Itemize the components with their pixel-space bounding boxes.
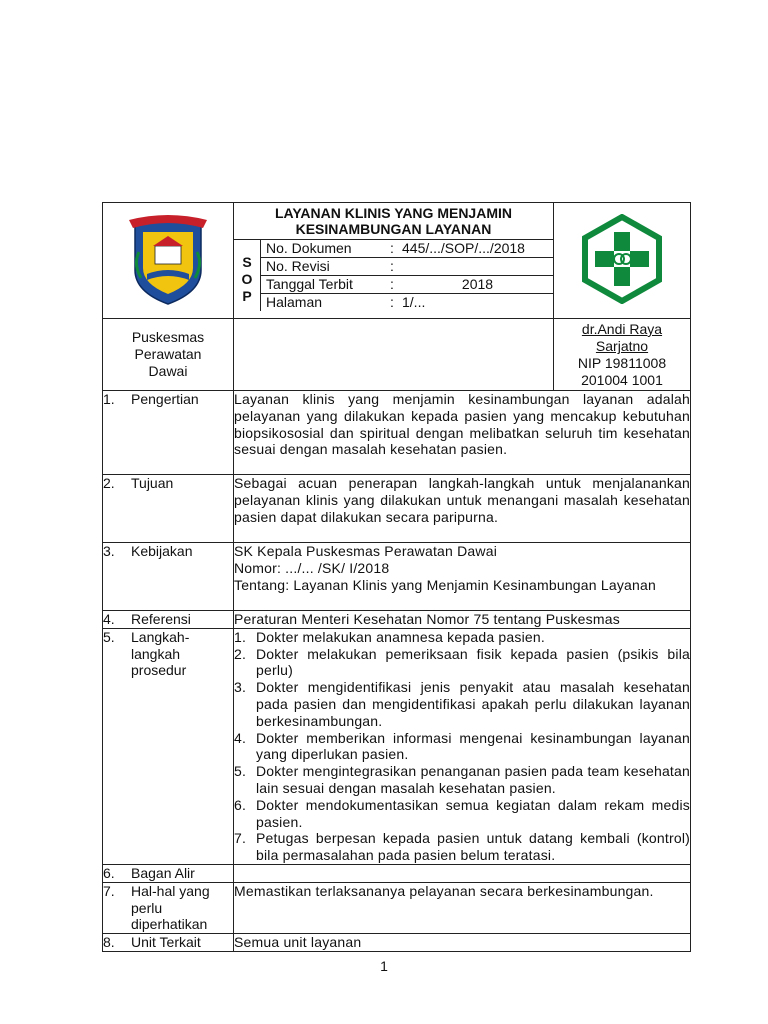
meta-no-revisi: No. Revisi : — [261, 258, 553, 276]
sop-table — [102, 202, 691, 952]
content-bagan-alir — [234, 864, 691, 882]
list-item: 1. Dokter melakukan anamnesa kepada pasien. — [234, 628, 545, 645]
list-item: 7. Petugas berpesan kepada pasien untuk datang kembali (kontrol) bila permasalahan pada pasien belum teratasi. — [234, 830, 690, 864]
org-name: Puskesmas Perawatan Dawai — [103, 319, 234, 391]
label-kebijakan: 3. Kebijakan — [103, 543, 234, 611]
signer-name-2: Sarjatno — [595, 338, 649, 354]
signer-name: dr.Andi Raya — [581, 321, 663, 337]
org-spacer — [234, 319, 554, 391]
list-item: 3. Dokter mengidentifikasi jenis penyakit atau masalah kesehatan pada pasien dan mengidentifikasi apakah perlu dilakukan layanan berkesinambungan. — [234, 679, 690, 729]
signer-nip: NIP 19811008 — [577, 355, 667, 371]
puskesmas-cross-logo-icon — [581, 214, 663, 304]
content-pengertian: Layanan klinis yang menjamin kesinambungan layanan adalah pelayanan yang dilakukan kepada pasien yang mencakup kebutuhan biopsikososial dan spiritual dengan melibatkan seluruh tim kesehatan sesuai dengan masalah kesehatan pasien. — [234, 391, 691, 475]
meta-tanggal-terbit: Tanggal Terbit : 2018 — [261, 276, 553, 294]
signer-nip-2: 201004 1001 — [581, 372, 663, 388]
list-item: 2. Dokter melakukan pemeriksaan fisik kepada pasien (psikis bila perlu) — [234, 645, 690, 679]
document-meta — [261, 240, 553, 311]
regional-emblem-icon — [125, 212, 211, 306]
signer-block — [554, 319, 691, 391]
label-tujuan: 2. Tujuan — [103, 475, 234, 543]
content-hal-hal: Memastikan terlaksananya pelayanan secara berkesinambungan. — [234, 882, 691, 933]
label-unit-terkait: 8. Unit Terkait — [103, 934, 234, 952]
list-item: 5. Dokter mengintegrasikan penanganan pasien pada team kesehatan lain sesuai dengan masalah kesehatan pasien. — [234, 763, 690, 796]
content-kebijakan: SK Kepala Puskesmas Perawatan Dawai Nomor: .../... /SK/ I/2018 Tentang: Layanan Klinis yang Menjamin Kesinambungan Layanan — [234, 543, 691, 611]
title-cell — [234, 203, 554, 319]
label-prosedur: 5. Langkah- langkah prosedur — [103, 628, 234, 864]
page-number: 1 — [380, 958, 388, 974]
content-tujuan: Sebagai acuan penerapan langkah-langkah untuk menjalanankan pelayanan klinis yang dilakukan untuk menangani masalah kesehatan pasien dapat dilakukan secara paripurna. — [234, 475, 691, 543]
meta-no-dokumen: No. Dokumen : 445/.../SOP/.../2018 — [261, 240, 553, 258]
sop-label: S O P — [234, 240, 261, 311]
label-hal-hal: 7. Hal-hal yang perlu diperhatikan — [103, 882, 234, 933]
list-item: 6. Dokter mendokumentasikan semua kegiatan dalam rekam medis pasien. — [234, 796, 690, 830]
right-logo-cell — [554, 203, 691, 319]
meta-halaman: Halaman : 1/... — [266, 294, 426, 310]
sop-document — [102, 202, 690, 952]
label-bagan-alir: 6. Bagan Alir — [103, 864, 234, 882]
document-title: LAYANAN KLINIS YANG MENJAMIN KESINAMBUNGAN LAYANAN — [234, 203, 553, 240]
content-unit-terkait: Semua unit layanan — [234, 934, 691, 952]
content-referensi: Peraturan Menteri Kesehatan Nomor 75 tentang Puskesmas — [234, 611, 691, 629]
left-logo-cell — [103, 203, 234, 319]
label-pengertian: 1. Pengertian — [103, 391, 234, 475]
label-referensi: 4. Referensi — [103, 611, 234, 629]
list-item: 4. Dokter memberikan informasi mengenai kesinambungan layanan yang diperlukan pasien. — [234, 729, 690, 763]
content-prosedur — [234, 628, 691, 864]
